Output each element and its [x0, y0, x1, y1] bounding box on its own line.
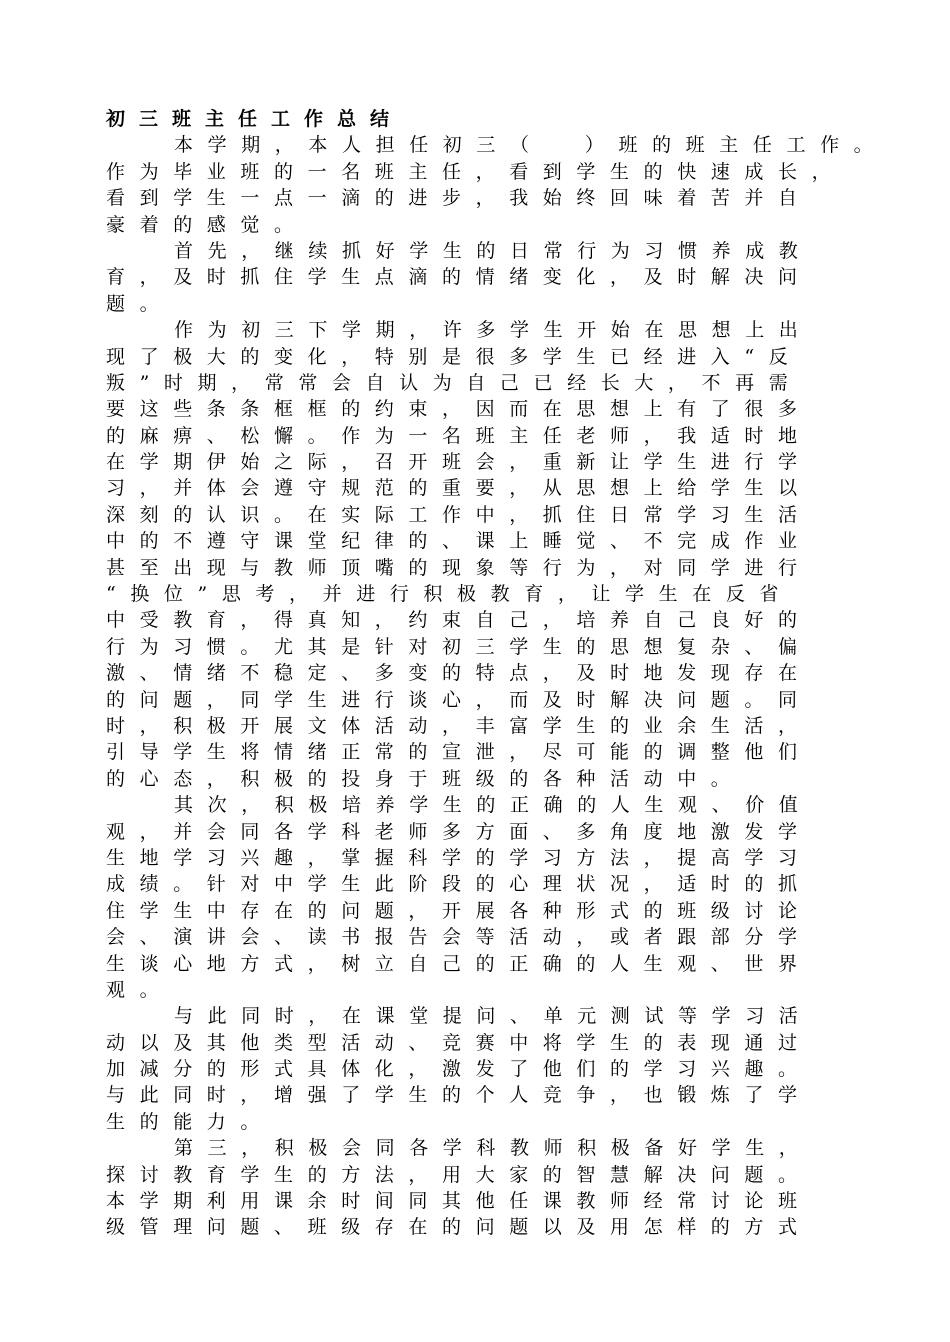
text-line: 的问题，同学生进行谈心，而及时解决问题。同 [106, 688, 812, 711]
text-line: 引导学生将情绪正常的宣泄，尽可能的调整他们 [106, 741, 812, 764]
text-line: 深刻的认识。在实际工作中，抓住日常学习生活 [106, 503, 812, 526]
text-line: 加减分的形式具体化，激发了他们的学习兴趣。 [106, 1058, 812, 1081]
text-line: “换位”思考，并进行积极教育，让学生在反省 [106, 583, 794, 606]
text-line: 探讨教育学生的方法，用大家的智慧解决问题。 [106, 1163, 812, 1186]
text-line: 在学期伊始之际，召开班会，重新让学生进行学 [106, 451, 812, 474]
text-line: 中受教育，得真知，约束自己，培养自己良好的 [106, 609, 812, 632]
text-line: 生的能力。 [106, 1110, 275, 1133]
text-line: 与此同时，在课堂提问、单元测试等学习活 [174, 1005, 813, 1028]
document-title: 初三班主任工作总结 [106, 108, 404, 130]
text-line: 生谈心地方式，树立自己的正确的人生观、世界 [106, 952, 812, 975]
text-line: 其次，积极培养学生的正确的人生观、价值 [174, 794, 813, 817]
text-line: 题。 [106, 292, 174, 315]
text-line: 本学期，本人担任初三（ ）班的班主任工作。 [174, 134, 888, 157]
text-line: 中的不遵守课堂纪律的、课上睡觉、不完成作业 [106, 530, 812, 553]
text-line: 时，积极开展文体活动，丰富学生的业余生活， [106, 714, 812, 737]
text-line: 要这些条条框框的约束，因而在思想上有了很多 [106, 398, 812, 421]
text-line: 级管理问题、班级存在的问题以及用怎样的方式 [106, 1216, 812, 1239]
text-line: 成绩。针对中学生此阶段的心理状况，适时的抓 [106, 873, 812, 896]
text-line: 会、演讲会、读书报告会等活动，或者跟部分学 [106, 926, 812, 949]
text-line: 第三，积极会同各学科教师积极备好学生， [174, 1137, 813, 1160]
text-line: 住学生中存在的问题，开展各种形式的班级讨论 [106, 899, 812, 922]
text-line: 的麻痹、松懈。作为一名班主任老师，我适时地 [106, 424, 812, 447]
text-line: 作为毕业班的一名班主任，看到学生的快速成长， [106, 160, 846, 183]
document-body [106, 106, 888, 1241]
text-line: 习，并体会遵守规范的重要，从思想上给学生以 [106, 477, 812, 500]
text-line: 激、情绪不稳定、多变的特点，及时地发现存在 [106, 662, 812, 685]
text-line: 甚至出现与教师顶嘴的现象等行为，对同学进行 [106, 556, 812, 579]
text-line: 观。 [106, 978, 174, 1001]
text-line: 现了极大的变化，特别是很多学生已经进入“反 [106, 345, 803, 368]
text-line: 本学期利用课余时间同其他任课教师经常讨论班 [106, 1190, 812, 1213]
text-line: 首先，继续抓好学生的日常行为习惯养成教 [174, 239, 813, 262]
text-line: 育，及时抓住学生点滴的情绪变化，及时解决问 [106, 266, 812, 289]
text-line: 豪着的感觉。 [106, 213, 308, 236]
text-line: 作为初三下学期，许多学生开始在思想上出 [174, 319, 813, 342]
text-line: 观，并会同各学科老师多方面、多角度地激发学 [106, 820, 812, 843]
text-line: 叛”时期，常常会自认为自己已经长大，不再需 [106, 371, 803, 394]
text-line: 行为习惯。尤其是针对初三学生的思想复杂、偏 [106, 635, 812, 658]
text-line: 看到学生一点一滴的进步，我始终回味着苦并自 [106, 187, 812, 210]
paragraph-lines [106, 132, 888, 1240]
text-line: 的心态，积极的投身于班级的各种活动中。 [106, 767, 745, 790]
text-line: 生地学习兴趣，掌握科学的学习方法，提高学习 [106, 846, 812, 869]
text-line: 动以及其他类型活动、竞赛中将学生的表现通过 [106, 1031, 812, 1054]
text-line: 与此同时，增强了学生的个人竞争，也锻炼了学 [106, 1084, 812, 1107]
